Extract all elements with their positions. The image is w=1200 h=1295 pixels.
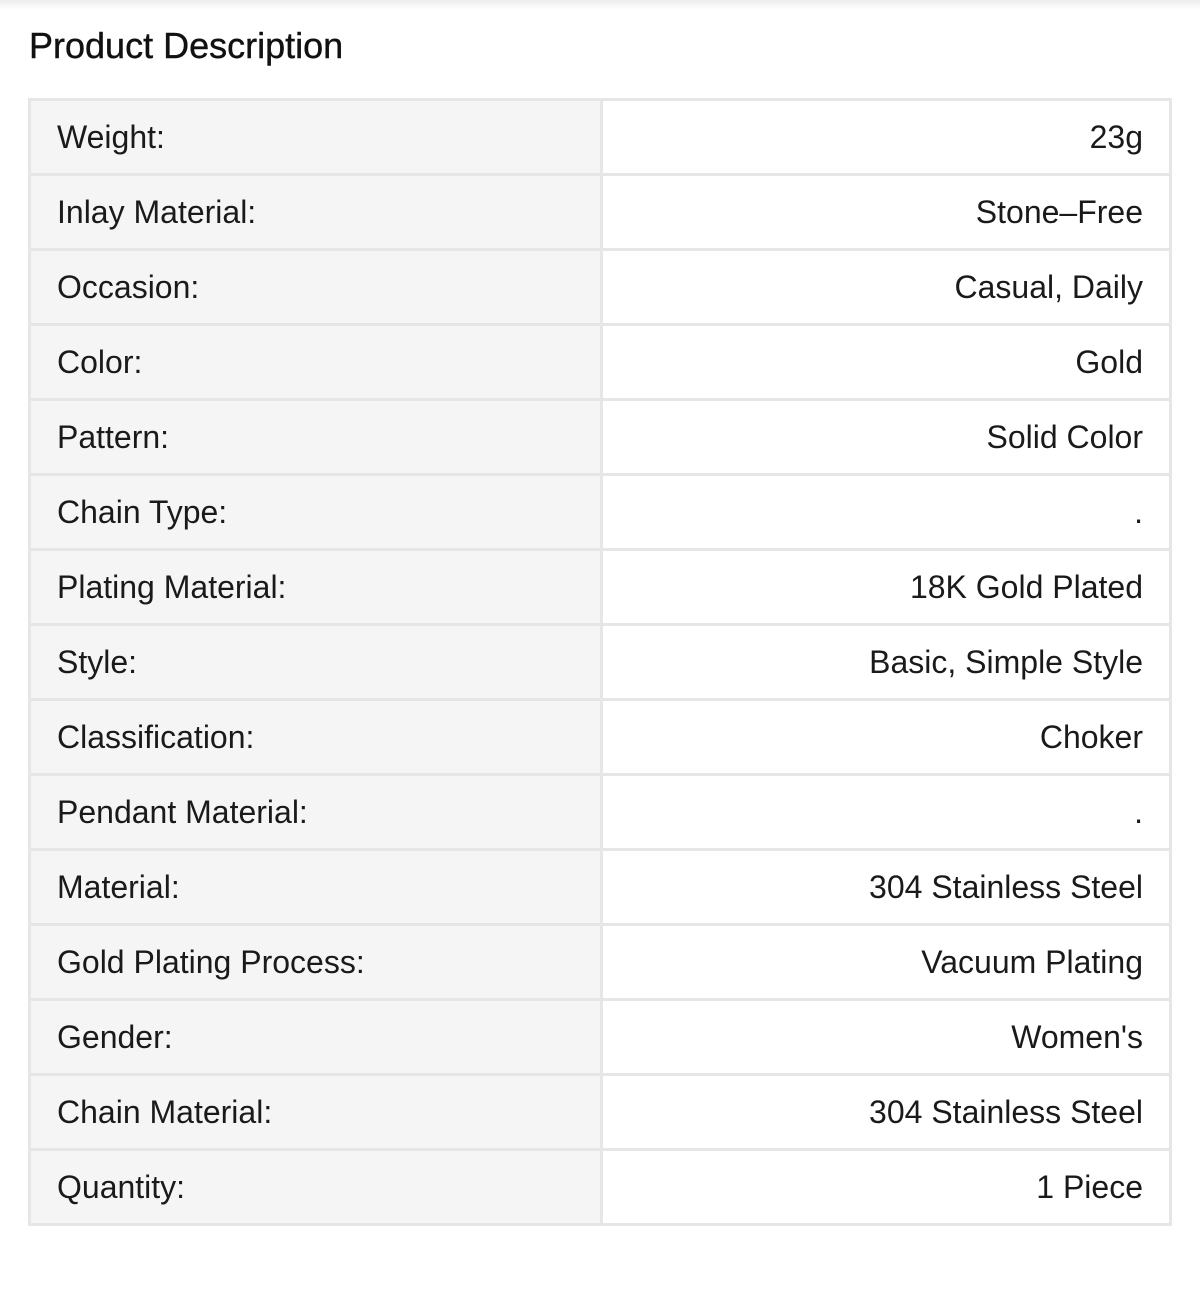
spec-label: Pattern: xyxy=(30,400,602,475)
spec-value: 1 Piece xyxy=(602,1150,1171,1225)
spec-label: Weight: xyxy=(30,100,602,175)
table-row xyxy=(30,700,1171,775)
table-row xyxy=(30,925,1171,1000)
spec-value: Women's xyxy=(602,1000,1171,1075)
table-row xyxy=(30,475,1171,550)
spec-label: Color: xyxy=(30,325,602,400)
spec-value: Vacuum Plating xyxy=(602,925,1171,1000)
spec-value: Casual, Daily xyxy=(602,250,1171,325)
table-row xyxy=(30,1075,1171,1150)
spec-label: Gold Plating Process: xyxy=(30,925,602,1000)
spec-label: Chain Material: xyxy=(30,1075,602,1150)
spec-label: Quantity: xyxy=(30,1150,602,1225)
spec-value: Solid Color xyxy=(602,400,1171,475)
table-row xyxy=(30,325,1171,400)
table-row xyxy=(30,550,1171,625)
table-row xyxy=(30,250,1171,325)
spec-value: 23g xyxy=(602,100,1171,175)
spec-value: 18K Gold Plated xyxy=(602,550,1171,625)
specs-table-body xyxy=(30,100,1171,1225)
table-row xyxy=(30,775,1171,850)
spec-label: Style: xyxy=(30,625,602,700)
spec-label: Plating Material: xyxy=(30,550,602,625)
spec-value: Basic, Simple Style xyxy=(602,625,1171,700)
product-specs-table xyxy=(28,98,1172,1226)
spec-value: . xyxy=(602,775,1171,850)
spec-value: 304 Stainless Steel xyxy=(602,850,1171,925)
table-row xyxy=(30,625,1171,700)
spec-label: Pendant Material: xyxy=(30,775,602,850)
spec-label: Classification: xyxy=(30,700,602,775)
table-row xyxy=(30,400,1171,475)
table-row xyxy=(30,100,1171,175)
spec-value: Gold xyxy=(602,325,1171,400)
spec-value: . xyxy=(602,475,1171,550)
table-row xyxy=(30,175,1171,250)
spec-value: Choker xyxy=(602,700,1171,775)
page-title: Product Description xyxy=(29,25,344,66)
table-row xyxy=(30,1000,1171,1075)
spec-label: Inlay Material: xyxy=(30,175,602,250)
spec-label: Chain Type: xyxy=(30,475,602,550)
spec-label: Occasion: xyxy=(30,250,602,325)
top-shadow xyxy=(0,0,1200,10)
table-row xyxy=(30,850,1171,925)
table-row xyxy=(30,1150,1171,1225)
spec-label: Gender: xyxy=(30,1000,602,1075)
spec-value: Stone–Free xyxy=(602,175,1171,250)
spec-value: 304 Stainless Steel xyxy=(602,1075,1171,1150)
spec-label: Material: xyxy=(30,850,602,925)
